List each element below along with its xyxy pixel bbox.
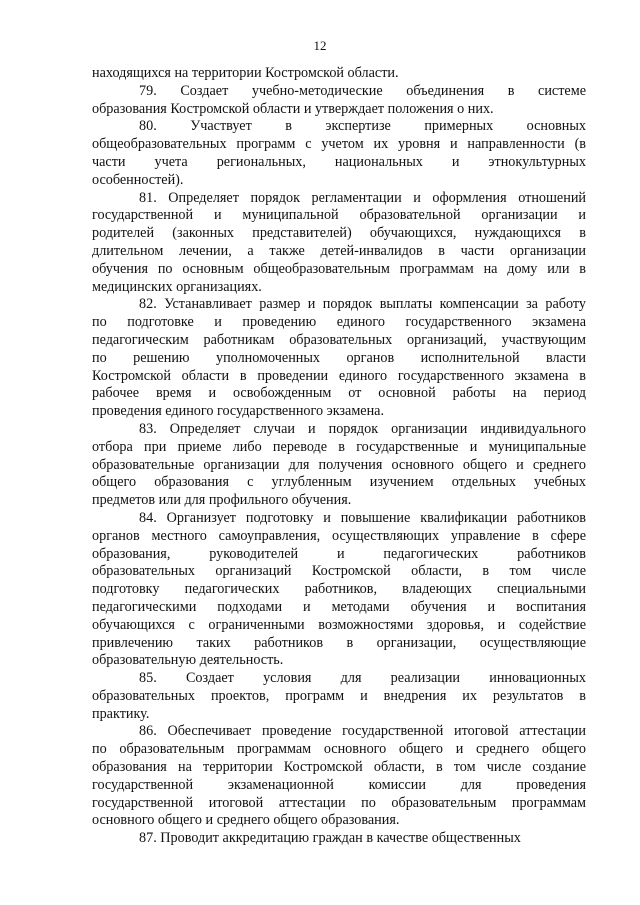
text-line: 79. Создает учебно-методические объединения в системе — [139, 82, 586, 99]
text-line: образования, руководителей и педагогических работников — [92, 545, 586, 562]
paragraph-p87 — [92, 830, 586, 848]
text-line: по решению уполномоченных органов исполнительной власти — [92, 349, 586, 366]
text-line: медицинских организациях. — [92, 278, 262, 295]
paragraph-p85 — [92, 670, 586, 723]
text-line: проведения единого государственного экзамена. — [92, 403, 385, 420]
text-line: обучения по основным общеобразовательным программам на дому или в — [92, 260, 586, 277]
text-line: общего образования с углубленным изучением отдельных учебных — [92, 474, 586, 491]
text-line: педагогическим работникам образовательных организаций, участвующим — [92, 331, 586, 348]
paragraph-p80 — [92, 118, 586, 189]
paragraph-p81 — [92, 190, 586, 297]
text-line: образовательных проектов, программ и внедрения их результатов в — [92, 687, 586, 704]
text-line: 80. Участвует в экспертизе примерных основных — [139, 118, 586, 135]
text-line: образования Костромской области и утверждает положения о них. — [92, 100, 494, 117]
paragraph-p78-tail — [92, 65, 586, 83]
paragraph-p83 — [92, 421, 586, 510]
text-line: образовательную деятельность. — [92, 652, 284, 669]
text-line: длительном лечении, а также детей-инвалидов в части организации — [92, 242, 586, 259]
text-line: государственной итоговой аттестации по образовательным программам — [92, 794, 586, 811]
text-line: образовательные организации для получения основного общего и среднего — [92, 456, 586, 473]
text-line: обучающихся с ограниченными возможностями здоровья, и содействие — [92, 616, 586, 633]
paragraph-p86 — [92, 723, 586, 830]
text-line: части учета региональных, национальных и этнокультурных — [92, 153, 586, 170]
text-line: особенностей). — [92, 171, 184, 188]
text-line: образования на территории Костромской области, в том числе создание — [92, 759, 586, 776]
paragraph-p79 — [92, 83, 586, 119]
page-number: 12 — [313, 38, 327, 53]
text-line: государственной и муниципальной образовательной организации и — [92, 207, 586, 224]
text-line: родителей (законных представителей) обучающихся, нуждающихся в — [92, 225, 586, 242]
text-line: предметов или для профильного обучения. — [92, 492, 352, 509]
text-line: общеобразовательных программ с учетом их уровня и направленности (в — [92, 136, 586, 153]
text-line: практику. — [92, 705, 150, 722]
text-line: по образовательным программам основного общего и среднего общего — [92, 741, 586, 758]
text-line: основного общего и среднего общего образования. — [92, 812, 400, 829]
text-line: 81. Определяет порядок регламентации и оформления отношений — [139, 189, 586, 206]
text-line: подготовку педагогических работников, владеющих специальными — [92, 581, 586, 598]
text-line: 82. Устанавливает размер и порядок выплаты компенсации за работу — [139, 296, 586, 313]
text-line: органов местного самоуправления, осуществляющих управление в сфере — [92, 527, 586, 544]
text-line: рабочее время и освобожденным от основной работы на период — [92, 385, 586, 402]
paragraph-p82 — [92, 296, 586, 421]
text-line: 85. Создает условия для реализации инновационных — [139, 670, 586, 687]
paragraph-p84 — [92, 510, 586, 670]
text-line: 83. Определяет случаи и порядок организации индивидуального — [139, 420, 586, 437]
text-line: по подготовке и проведению единого государственного экзамена — [92, 314, 586, 331]
text-line: 87. Проводит аккредитацию граждан в качестве общественных — [139, 830, 521, 847]
document-body — [92, 65, 586, 848]
text-line: Костромской области в проведении единого государственного экзамена в — [92, 367, 586, 384]
text-line: образовательных организаций Костромской области, в том числе — [92, 563, 586, 580]
text-line: находящихся на территории Костромской области. — [92, 65, 399, 81]
text-line: 86. Обеспечивает проведение государственной итоговой аттестации — [139, 723, 586, 740]
text-line: государственной экзаменационной комиссии для проведения — [92, 776, 586, 793]
text-line: отбора при приеме либо переводе в государственные и муниципальные — [92, 438, 586, 455]
text-line: привлечению таких работников в организации, осуществляющие — [92, 634, 586, 651]
text-line: 84. Организует подготовку и повышение квалификации работников — [139, 509, 586, 526]
text-line: педагогическими подходами и методами обучения и воспитания — [92, 598, 586, 615]
